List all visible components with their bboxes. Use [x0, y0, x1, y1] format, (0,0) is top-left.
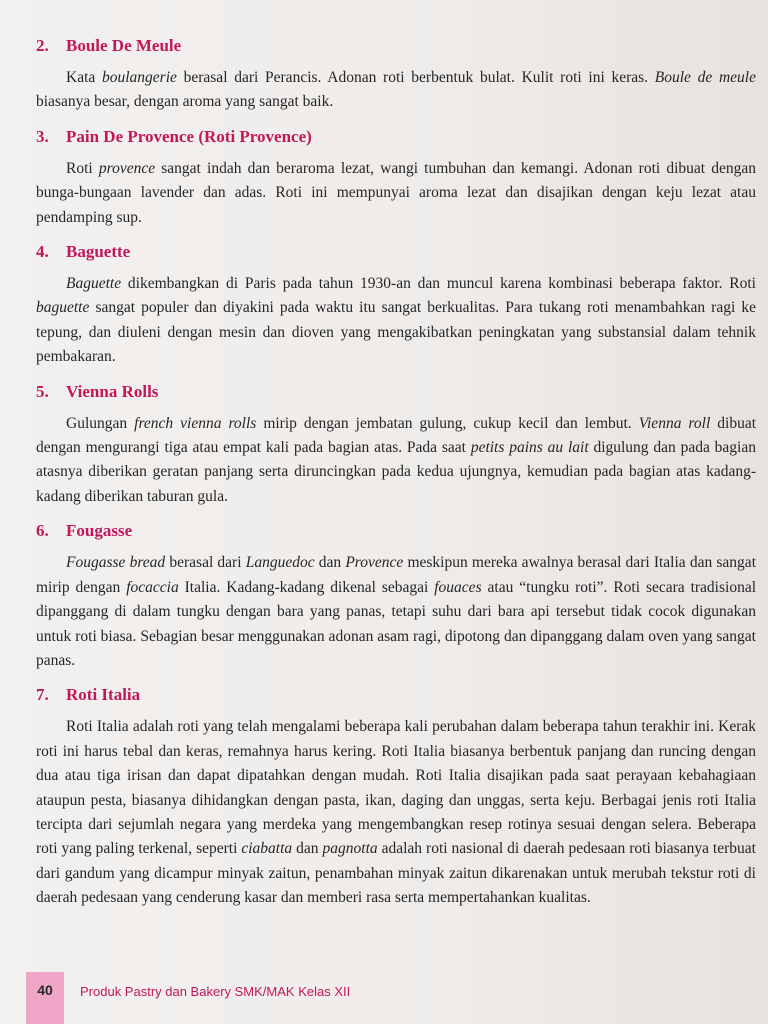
section-title: Fougasse [66, 521, 133, 541]
text-run: berasal dari Perancis. Adonan roti berbentuk bulat. Kulit roti ini keras. [176, 69, 655, 86]
section [36, 683, 756, 910]
section-heading [36, 519, 756, 543]
text-run: dikembangkan di Paris pada tahun 1930-an dan muncul karena kombinasi beberapa faktor. Roti [121, 275, 756, 293]
italic-term: boulangerie [101, 69, 177, 86]
italic-term: Vienna roll [638, 414, 711, 432]
page-footer [0, 972, 768, 1024]
text-run: sangat indah dan beraroma lezat, wangi tumbuhan dan kemangi. Adonan roti dibuat dengan bunga-bungaan lavender dan adas. Roti ini mempunyai aroma lezat dan disajikan dengan keju lezat atau pendamping sup. [36, 159, 757, 226]
section-title: Boule De Meule [66, 36, 182, 55]
italic-term: Baguette [66, 275, 122, 293]
text-run: Gulungan [66, 414, 135, 432]
text-run: Roti Italia adalah roti yang telah mengalami beberapa kali perubahan dalam beberapa tahun terakhir ini. Kerak roti ini harus tebal dan keras, remahnya harus kering. Roti Italia biasanya berbentuk panjang dan runcing dengan dua atau tiga irisan dan dapat dipatahkan dengan mudah. Roti Italia disajikan pada saat perayaan kebahagiaan ataupun pesta, biasanya dihidangkan dengan pasta, ikan, daging dan unggas, serta keju. Berbagai jenis roti Italia tercipta dari sejumlah negara yang merdeka yang mengembangkan resep rotinya sesuai dengan selera. Beberapa roti yang paling terkenal, seperti [36, 718, 756, 858]
section-number: 5. [36, 381, 49, 401]
text-run: Kata [66, 69, 102, 86]
section [36, 125, 756, 230]
italic-term: pagnotta [322, 840, 378, 858]
section-title: Vienna Rolls [66, 381, 159, 401]
italic-term: petits pains au lait [470, 439, 589, 457]
section [36, 380, 756, 510]
book-title: Produk Pastry dan Bakery SMK/MAK Kelas XII [80, 984, 351, 999]
text-run: Italia. Kadang-kadang dikenal sebagai [178, 578, 435, 596]
section-paragraph [36, 551, 756, 673]
section-title: Pain De Provence (Roti Provence) [66, 126, 312, 146]
text-run: mirip dengan jembatan gulung, cukup kecil dan lembut. [256, 414, 639, 432]
section-heading [36, 380, 756, 404]
italic-term: Languedoc [245, 554, 315, 572]
italic-term: baguette [36, 299, 90, 317]
section-heading [36, 125, 756, 149]
section-title: Roti Italia [66, 685, 141, 705]
section-paragraph [36, 715, 756, 910]
section-heading [36, 683, 756, 707]
section-number: 2. [36, 36, 49, 55]
section-paragraph [36, 272, 756, 370]
section-number: 7. [36, 685, 49, 705]
text-run: berasal dari [165, 554, 246, 572]
section-heading [36, 240, 756, 264]
section-heading [36, 34, 756, 58]
text-run: sangat populer dan diyakini pada waktu itu sangat berkualitas. Para tukang roti menambahkan ragi ke tepung, dan diuleni dengan mesin dan dioven yang mengakibatkan peningkatan yang substansial dalam tehnik pembakaran. [36, 299, 756, 366]
text-run: adalah roti nasional di daerah pedesaan roti biasanya terbuat dari gandum yang dicampur minyak zaitun, penambahan minyak zaitun dikarenakan untuk merubah tekstur roti di daerah pedesaan yang cenderung kasar dan memberi rasa serta mempertahankan kualitas. [36, 840, 756, 907]
italic-term: provence [98, 159, 156, 177]
italic-term: focaccia [126, 578, 179, 596]
section-paragraph [36, 157, 756, 230]
section [36, 240, 756, 370]
italic-term: ciabatta [241, 840, 293, 858]
section [36, 519, 756, 673]
section-paragraph [36, 412, 756, 510]
italic-term: Fougasse bread [66, 554, 166, 572]
italic-term: Provence [345, 554, 404, 572]
section-title: Baguette [66, 242, 131, 262]
text-run: digulung dan pada bagian atasnya diberikan geratan panjang serta diruncingkan pada kedua ujungnya, kemudian pada bagian atas kadang-kadang diberikan taburan gula. [36, 439, 756, 505]
section [36, 34, 756, 115]
page-number: 40 [37, 982, 53, 998]
text-run: biasanya besar, dengan aroma yang sangat baik. [36, 93, 334, 111]
text-run: Roti [66, 159, 99, 177]
section-number: 6. [36, 521, 49, 541]
page-number-box [26, 972, 64, 1024]
section-paragraph [36, 66, 756, 115]
italic-term: fouaces [434, 578, 482, 596]
text-run: dan [314, 554, 346, 572]
section-number: 4. [36, 242, 49, 262]
text-run: dibuat dengan mengurangi tiga atau empat kali pada bagian atas. Pada saat [36, 414, 757, 457]
section-number: 3. [36, 126, 49, 146]
text-run: dan [292, 840, 323, 858]
italic-term: french vienna rolls [134, 414, 257, 432]
italic-term: Boule de meule [654, 69, 756, 86]
page-content [36, 34, 756, 921]
text-run: meskipun mereka awalnya berasal dari Italia dan sangat mirip dengan [36, 554, 756, 596]
text-run: atau “tungku roti”. Roti secara tradisional dipanggang di dalam tungku dengan bara yang panas, tetapi suhu dari bara api tersebut tidak cocok digunakan untuk roti biasa. Sebagian besar menggunakan adonan asam ragi, dipotong dan dipanggang dalam oven yang sangat panas. [36, 578, 756, 669]
